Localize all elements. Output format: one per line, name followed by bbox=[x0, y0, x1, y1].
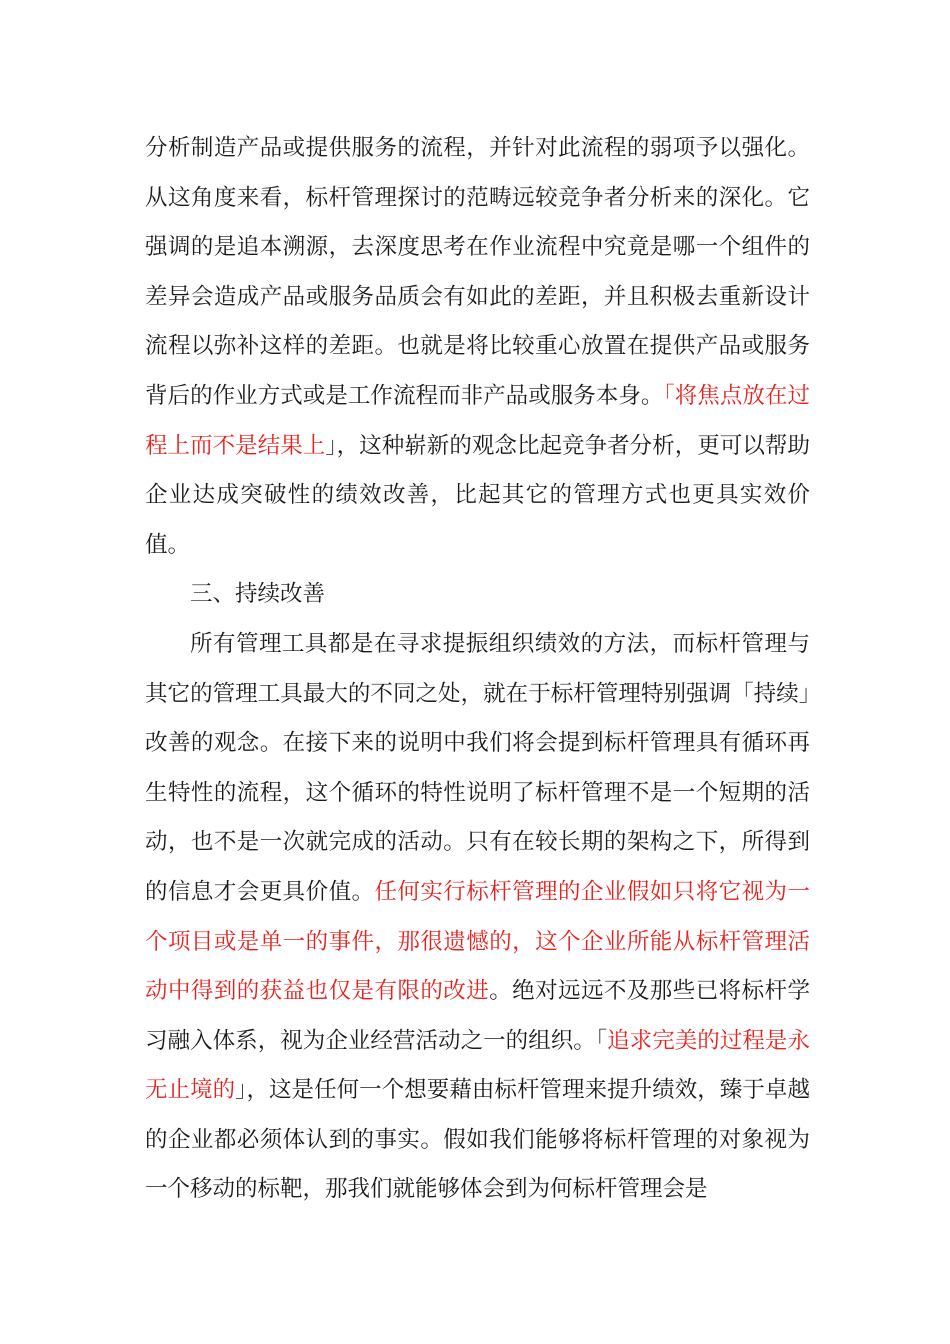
document-body bbox=[145, 124, 810, 1215]
paragraph-text: 。绝对远远不及那些已将标杆学习融入体系，视为企业经营活动之一的组织。「 bbox=[145, 978, 810, 1054]
highlighted-text: 将焦点放在过程上而不是结果上 bbox=[145, 382, 810, 459]
paragraph-text: 分析制造产品或提供服务的流程，并针对此流程的弱项予以强化。从这角度来看，标杆管理探讨的范畴远较竞争者分析来的深化。它强调的是追本溯源，去深度思考在作业流程中究竟是哪一个组件的差异会造成产品或服务品质会有如此的差距，并且积极去重新设计流程以弥补这样的差距。也就是将比较重心放置在提供产品或服务背后的作业方式或是工作流程而非产品或服务本身。 bbox=[145, 135, 810, 409]
highlighted-text: 任何实行标杆管理的企业假如只将它视为一个项目或是单一的事件，那很遗憾的，这个企业所能从标杆管理活动中得到的获益也仅是有限的改进 bbox=[145, 878, 810, 1005]
section-heading: 三、持续改善 bbox=[190, 581, 326, 608]
paragraph-text: 」，这种崭新的观念比起竞争者分析，更可以帮助企业达成突破性的绩效改善，比起其它的管理方式也更具实效价值。 bbox=[145, 432, 810, 558]
paragraph-text: 所有管理工具都是在寻求提振组织绩效的方法，而标杆管理与其它的管理工具最大的不同之处，就在于标杆管理特别强调「持续」改善的观念。在接下来的说明中我们将会提到标杆管理具有循环再生特性的流程，这个循环的特性说明了标杆管理不是一个短期的活动，也不是一次就完成的活动。只有在较长期的架构之下，所得到的信息才会更具价值。 bbox=[145, 630, 810, 905]
paragraph-process-analysis bbox=[145, 124, 810, 570]
paragraph-continuous-improvement bbox=[145, 620, 810, 1215]
paragraph-text: 」，这是任何一个想要藉由标杆管理来提升绩效，臻于卓越的企业都必须体认到的事实。假如我们能够将标杆管理的对象视为一个移动的标靶，那我们就能够体会到为何标杆管理会是 bbox=[145, 1077, 810, 1203]
highlighted-text: 追求完美的过程是永无止境的 bbox=[145, 1027, 810, 1104]
quote-mark: 「 bbox=[663, 382, 675, 409]
